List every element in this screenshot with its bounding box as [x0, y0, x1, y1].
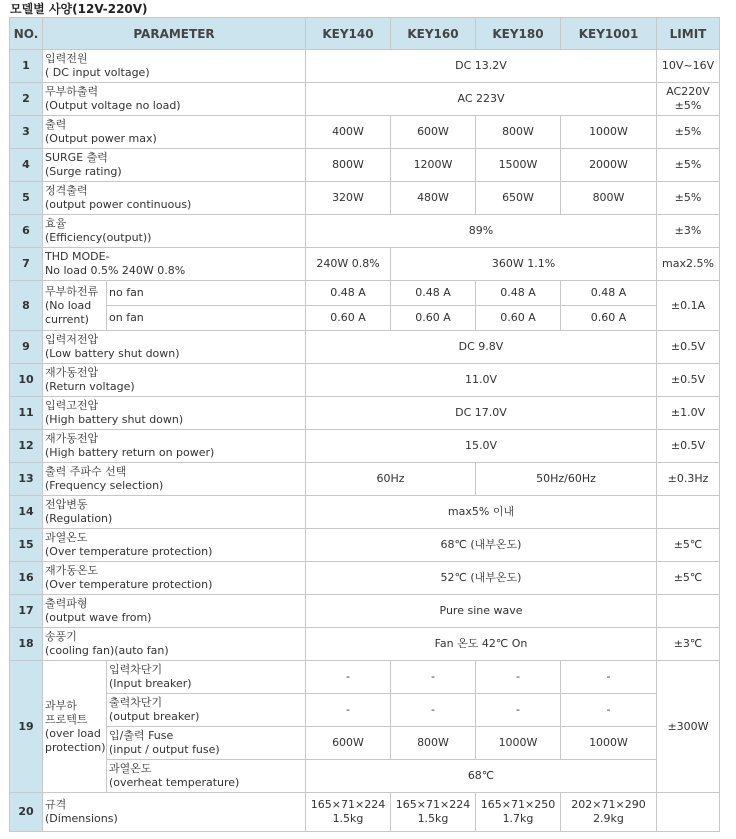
row-number: 20	[10, 793, 43, 832]
limit-cell: ±0.5V	[657, 364, 720, 397]
dimensions-weight: 1.5kg	[417, 812, 449, 825]
sub-parameter	[107, 760, 306, 793]
parameter-en: (Output voltage no load)	[45, 99, 181, 112]
parameter-en: (Regulation)	[45, 512, 113, 525]
dimensions-weight: 1.5kg	[332, 812, 364, 825]
parameter-ko: 입력전원	[45, 52, 88, 65]
table-row	[10, 463, 720, 496]
table-row	[10, 281, 720, 306]
limit-cell: ±5%	[657, 149, 720, 182]
parameter-ko: 재가동전압	[45, 432, 99, 445]
value-key160: 480W	[391, 182, 476, 215]
table-row	[10, 661, 720, 694]
value-key140: -	[306, 661, 391, 694]
value-key180: 0.48 A	[476, 281, 561, 306]
value-key1001: 0.48 A	[561, 281, 657, 306]
sub-parameter	[107, 694, 306, 727]
parameter-cell	[43, 397, 306, 430]
parameter-en: (Output power max)	[45, 132, 157, 145]
sub-parameter: no fan	[107, 281, 306, 306]
parameter-line-1: 무부하전류	[45, 284, 99, 298]
value-key140-key160: 60Hz	[306, 463, 476, 496]
parameter-en: (Low battery shut down)	[45, 347, 180, 360]
parameter-cell	[43, 661, 107, 793]
dimensions-size: 202×71×290	[571, 798, 646, 811]
parameter-en: (High battery shut down)	[45, 413, 184, 426]
sub-parameter-ko: 출력차단기	[109, 696, 163, 709]
table-row	[10, 397, 720, 430]
value-cell: AC 223V	[306, 83, 657, 116]
value-key140: 600W	[306, 727, 391, 760]
value-key160: 0.48 A	[391, 281, 476, 306]
value-key180: 800W	[476, 116, 561, 149]
parameter-line-4: protection)	[45, 740, 106, 754]
value-key140: 800W	[306, 149, 391, 182]
header-key180: KEY180	[476, 18, 561, 50]
sub-parameter-en: (input / output fuse)	[109, 743, 220, 756]
row-number: 5	[10, 182, 43, 215]
spec-table	[9, 17, 720, 832]
value-key1001	[561, 793, 657, 832]
header-no: NO.	[10, 18, 43, 50]
row-number: 14	[10, 496, 43, 529]
value-cell: 68℃ (내부온도)	[306, 529, 657, 562]
value-cell: DC 9.8V	[306, 331, 657, 364]
table-row	[10, 149, 720, 182]
table-row	[10, 628, 720, 661]
dimensions-weight: 1.7kg	[502, 812, 534, 825]
value-cell: 68℃	[306, 760, 657, 793]
limit-cell: ±0.5V	[657, 331, 720, 364]
parameter-cell	[43, 529, 306, 562]
row-number: 10	[10, 364, 43, 397]
dimensions-weight: 2.9kg	[593, 812, 624, 825]
limit-line-2: ±5%	[674, 99, 702, 112]
limit-cell: ±5℃	[657, 562, 720, 595]
limit-cell: ±3%	[657, 215, 720, 248]
table-row	[10, 595, 720, 628]
parameter-line-2: (No load	[45, 298, 92, 312]
table-row	[10, 182, 720, 215]
parameter-en: (High battery return on power)	[45, 446, 215, 459]
sub-parameter-en: (overheat temperature)	[109, 776, 240, 789]
parameter-ko: 입력고전압	[45, 399, 99, 412]
parameter-cell	[43, 364, 306, 397]
parameter-cell	[43, 463, 306, 496]
value-key1001: 2000W	[561, 149, 657, 182]
sub-parameter	[107, 727, 306, 760]
value-cell: Pure sine wave	[306, 595, 657, 628]
parameter-en: (Return voltage)	[45, 380, 135, 393]
parameter-cell	[43, 595, 306, 628]
sub-parameter-en: (output breaker)	[109, 710, 200, 723]
parameter-cell	[43, 149, 306, 182]
parameter-ko: SURGE 출력	[45, 151, 108, 164]
table-row	[10, 430, 720, 463]
value-key140: -	[306, 694, 391, 727]
sub-parameter-ko: 과열온도	[109, 762, 152, 775]
value-key180: -	[476, 661, 561, 694]
parameter-line-3: current)	[45, 312, 89, 326]
parameter-cell	[43, 331, 306, 364]
parameter-line-2: 프로텍트	[45, 712, 88, 726]
value-key140: 240W 0.8%	[306, 248, 391, 281]
table-row	[10, 694, 720, 727]
limit-cell	[657, 83, 720, 116]
value-key160: 600W	[391, 116, 476, 149]
value-key140: 320W	[306, 182, 391, 215]
parameter-en: ( DC input voltage)	[45, 66, 150, 79]
parameter-en: (Over temperature protection)	[45, 545, 213, 558]
header-key160: KEY160	[391, 18, 476, 50]
value-key160: 800W	[391, 727, 476, 760]
value-key180: 1500W	[476, 149, 561, 182]
header-parameter: PARAMETER	[43, 18, 306, 50]
value-cell: 89%	[306, 215, 657, 248]
table-row	[10, 83, 720, 116]
parameter-cell	[43, 83, 306, 116]
value-key160: -	[391, 661, 476, 694]
table-row	[10, 306, 720, 331]
header-limit: LIMIT	[657, 18, 720, 50]
dimensions-size: 165×71×224	[395, 798, 471, 811]
parameter-ko: 출력 주파수 선택	[45, 465, 127, 478]
parameter-cell	[43, 182, 306, 215]
table-row	[10, 215, 720, 248]
value-cell: Fan 온도 42℃ On	[306, 628, 657, 661]
value-cell: 11.0V	[306, 364, 657, 397]
row-number: 3	[10, 116, 43, 149]
parameter-ko: 정격출력	[45, 184, 88, 197]
value-key160: 0.60 A	[391, 306, 476, 331]
table-row	[10, 364, 720, 397]
parameter-line-1: 과부하	[45, 698, 77, 712]
row-number: 9	[10, 331, 43, 364]
dimensions-size: 165×71×224	[310, 798, 386, 811]
table-row	[10, 760, 720, 793]
parameter-ko: 출력	[45, 118, 67, 131]
limit-cell: ±0.3Hz	[657, 463, 720, 496]
row-number: 19	[10, 661, 43, 793]
value-key180: 0.60 A	[476, 306, 561, 331]
value-cell: DC 17.0V	[306, 397, 657, 430]
parameter-cell	[43, 50, 306, 83]
value-cell: max5% 이내	[306, 496, 657, 529]
value-cell: DC 13.2V	[306, 50, 657, 83]
value-key1001: 0.60 A	[561, 306, 657, 331]
parameter-en: (Frequency selection)	[45, 479, 164, 492]
row-number: 2	[10, 83, 43, 116]
table-row	[10, 116, 720, 149]
parameter-cell	[43, 793, 306, 832]
parameter-ko: 입력저전압	[45, 333, 99, 346]
parameter-ko: 출력파형	[45, 597, 88, 610]
value-key160: -	[391, 694, 476, 727]
limit-cell: 10V~16V	[657, 50, 720, 83]
value-key1001: 1000W	[561, 727, 657, 760]
sub-parameter-ko: 입력차단기	[109, 663, 163, 676]
parameter-en: (output power continuous)	[45, 198, 192, 211]
dimensions-size: 165×71×250	[480, 798, 556, 811]
row-number: 6	[10, 215, 43, 248]
parameter-ko: 규격	[45, 798, 67, 811]
parameter-ko: 송풍기	[45, 630, 77, 643]
sub-parameter-ko: 입/출력 Fuse	[109, 729, 174, 742]
sub-parameter: on fan	[107, 306, 306, 331]
sub-parameter	[107, 661, 306, 694]
parameter-en: No load 0.5% 240W 0.8%	[45, 264, 186, 277]
parameter-cell	[43, 562, 306, 595]
row-number: 7	[10, 248, 43, 281]
value-key1001: -	[561, 661, 657, 694]
value-key160-to-key1001: 360W 1.1%	[391, 248, 657, 281]
table-row	[10, 248, 720, 281]
value-key1001: -	[561, 694, 657, 727]
value-cell: 52℃ (내부온도)	[306, 562, 657, 595]
table-row	[10, 562, 720, 595]
table-row	[10, 331, 720, 364]
table-row	[10, 793, 720, 832]
parameter-cell	[43, 281, 107, 331]
parameter-cell	[43, 628, 306, 661]
parameter-ko: 전압변동	[45, 498, 88, 511]
parameter-en: (Efficiency(output))	[45, 231, 152, 244]
parameter-ko: 재가동전압	[45, 366, 99, 379]
value-cell: 15.0V	[306, 430, 657, 463]
limit-line-1: AC220V	[666, 85, 710, 98]
table-row	[10, 50, 720, 83]
value-key180: 1000W	[476, 727, 561, 760]
row-number: 15	[10, 529, 43, 562]
parameter-cell	[43, 215, 306, 248]
limit-cell: ±3℃	[657, 628, 720, 661]
limit-cell: ±300W	[657, 661, 720, 793]
parameter-line-3: (over load	[45, 726, 101, 740]
row-number: 18	[10, 628, 43, 661]
parameter-en: (Surge rating)	[45, 165, 122, 178]
value-key140	[306, 793, 391, 832]
table-row	[10, 496, 720, 529]
header-key1001: KEY1001	[561, 18, 657, 50]
table-row	[10, 529, 720, 562]
parameter-ko: 무부하출력	[45, 85, 99, 98]
limit-cell	[657, 793, 720, 832]
parameter-en: (output wave from)	[45, 611, 152, 624]
limit-cell: ±0.5V	[657, 430, 720, 463]
sub-parameter-en: (Input breaker)	[109, 677, 192, 690]
value-key1001: 1000W	[561, 116, 657, 149]
parameter-ko: 재가동온도	[45, 564, 99, 577]
parameter-cell	[43, 496, 306, 529]
page-title: 모델별 사양(12V-220V)	[10, 2, 148, 16]
value-key1001: 800W	[561, 182, 657, 215]
value-key180: 650W	[476, 182, 561, 215]
value-key180	[476, 793, 561, 832]
parameter-en: (Dimensions)	[45, 812, 118, 825]
row-number: 13	[10, 463, 43, 496]
limit-cell	[657, 496, 720, 529]
value-key140: 0.60 A	[306, 306, 391, 331]
parameter-en: (Over temperature protection)	[45, 578, 213, 591]
limit-cell	[657, 595, 720, 628]
value-key140: 400W	[306, 116, 391, 149]
limit-cell: ±1.0V	[657, 397, 720, 430]
header-row	[10, 18, 720, 50]
parameter-ko: THD MODE-	[45, 250, 110, 263]
header-key140: KEY140	[306, 18, 391, 50]
parameter-cell	[43, 430, 306, 463]
row-number: 12	[10, 430, 43, 463]
value-key160	[391, 793, 476, 832]
limit-cell: max2.5%	[657, 248, 720, 281]
parameter-ko: 효율	[45, 217, 67, 230]
parameter-ko: 과열온도	[45, 531, 88, 544]
parameter-cell	[43, 248, 306, 281]
parameter-cell	[43, 116, 306, 149]
limit-cell: ±5%	[657, 116, 720, 149]
row-number: 1	[10, 50, 43, 83]
limit-cell: ±0.1A	[657, 281, 720, 331]
row-number: 11	[10, 397, 43, 430]
row-number: 16	[10, 562, 43, 595]
row-number: 17	[10, 595, 43, 628]
row-number: 4	[10, 149, 43, 182]
row-number: 8	[10, 281, 43, 331]
limit-cell: ±5℃	[657, 529, 720, 562]
value-key140: 0.48 A	[306, 281, 391, 306]
value-key160: 1200W	[391, 149, 476, 182]
value-key180: -	[476, 694, 561, 727]
parameter-en: (cooling fan)(auto fan)	[45, 644, 169, 657]
table-row	[10, 727, 720, 760]
value-key180-key1001: 50Hz/60Hz	[476, 463, 657, 496]
limit-cell: ±5%	[657, 182, 720, 215]
